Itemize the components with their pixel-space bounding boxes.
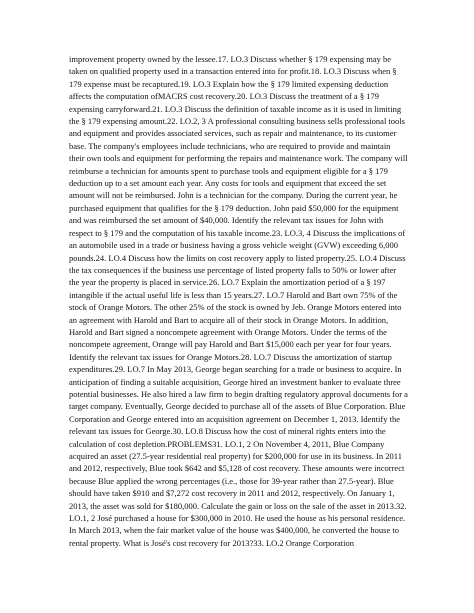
body-paragraph: improvement property owned by the lessee.17. LO.3 Discuss whether § 179 expensing may be taken on qualified property used in a transaction entered into for profit.18. LO.3 Discuss when § 179 expense must be recaptured.19. LO.3 Explain how the § 179 limited expensing deduction affects the computation ofMACRS cost recovery.20. LO.3 Discuss the treatment of a § 179 expensing carryforward.21. LO.3 Discuss the definition of taxable income as it is used in limiting the § 179 expensing amount.22. LO.2, 3 A professional consulting business sells professional tools and equipment and provides associated services, such as repair and maintenance, to its customer base. The company's employees include technicians, who are required to provide and maintain their own tools and equipment for performing the repairs and maintenance work. The company will reimburse a technician for amounts spent to purchase tools and equipment eligible for a § 179 deduction up to a set amount each year. Any costs for tools and equipment that exceed the set amount will not be reimbursed. John is a technician for the company. During the current year, he purchased equipment that qualifies for the § 179 deduction. John paid $50,000 for the equipment and was reimbursed the set amount of $40,000. Identify the relevant tax issues for John with respect to § 179 and the computation of his taxable income.23. LO.3, 4 Discuss the implications of an automobile used in a trade or business having a gross vehicle weight (GVW) exceeding 6,000 pounds.24. LO.4 Discuss how the limits on cost recovery apply to listed property.25. LO.4 Discuss the tax consequences if the business use percentage of listed property falls to 50% or lower after the year the property is placed in service.26. LO.7 Explain the amortization period of a § 197 intangible if the actual useful life is less than 15 years.27. LO.7 Harold and Bart own 75% of the stock of Orange Motors. The other 25% of the stock is owned by Jeb. Orange Motors entered into an agreement with Harold and Bart to acquire all of their stock in Orange Motors. In addition, Harold and Bart signed a noncompete agreement with Orange Motors. Under the terms of the noncompete agreement, Orange will pay Harold and Bart $15,000 each per year for four years. Identify the relevant tax issues for Orange Motors.28. LO.7 Discuss the amortization of startup expenditures.29. LO.7 In May 2013, George began searching for a trade or business to acquire. In anticipation of finding a suitable acquisition, George hired an investment banker to evaluate three potential businesses. He also hired a law firm to begin drafting regulatory approval documents for a target company. Eventually, George decided to purchase all of the assets of Blue Corporation. Blue Corporation and George entered into an acquisition agreement on December 1, 2013. Identify the relevant tax issues for George.30. LO.8 Discuss how the cost of mineral rights enters into the calculation of cost depletion.PROBLEMS31. LO.1, 2 On November 4, 2011, Blue Company acquired an asset (27.5-year residential real property) for $200,000 for use in its business. In 2011 and 2012, respectively, Blue took $642 and $5,128 of cost recovery. These amounts were incorrect because Blue applied the wrong percentages (i.e., those for 39-year rather than 27.5-year). Blue should have taken $910 and $7,272 cost recovery in 2011 and 2012, respectively. On January 1, 2013, the asset was sold for $180,000. Calculate the gain or loss on the sale of the asset in 2013.32. LO.1, 2 José purchased a house for $300,000 in 2010. He used the house as his personal residence. In March 2013, when the fair market value of the house was $400,000, he converted the house to rental property. What is José's cost recovery for 2013?33. LO.2 Orange Corporation xyxy=(69,54,408,548)
body-text-block xyxy=(69,53,408,549)
